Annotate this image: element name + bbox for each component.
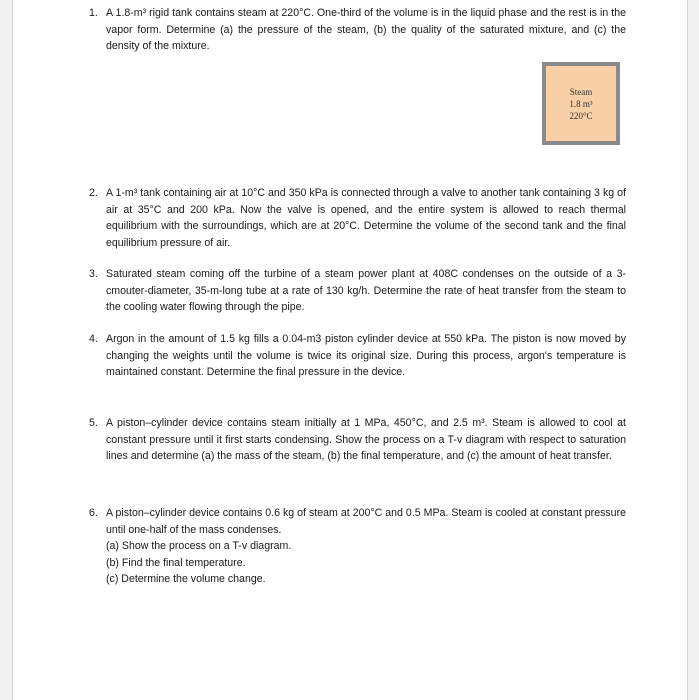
problem-number: 6. xyxy=(89,507,98,519)
problem-text: A piston–cylinder device contains steam initially at 1 MPa, 450°C, and 2.5 m³. Steam is allowed to cool at constant pressure until it first starts condensing. Show the process on a T-v diagram with respect to saturation lines and determine (a) the mass of the steam, (b) the final temperature, and (c) the amount of heat transfer. xyxy=(106,417,626,463)
tank-temperature: 220°C xyxy=(569,110,593,121)
problem-text: A 1.8-m³ rigid tank contains steam at 220°C. One-third of the volume is in the liquid phase and the rest is in the vapor form. Determine (a) the pressure of the steam, (b) the quality of the saturated mixture, and (c) the density of the mixture. xyxy=(106,7,626,53)
problem-text: Saturated steam coming off the turbine of a steam power plant at 408C condenses on the outside of a 3-cmouter-diameter, 35-m-long tube at a rate of 130 kg/h. Determine the rate of heat transfer from the steam to the cooling water flowing through the pipe. xyxy=(106,268,626,314)
problem-5 xyxy=(89,415,626,465)
steam-tank-figure xyxy=(542,62,620,145)
problem-part-b: (b) Find the final temperature. xyxy=(106,556,246,569)
tank-volume: 1.8 m³ xyxy=(569,98,593,109)
problem-4 xyxy=(89,331,626,381)
problem-text: A piston–cylinder device contains 0.6 kg of steam at 200°C and 0.5 MPa. Steam is cooled at constant pressure until one-half of the mass condenses. xyxy=(106,507,626,536)
problem-1 xyxy=(89,5,626,55)
problem-number: 2. xyxy=(89,187,98,199)
problem-number: 5. xyxy=(89,417,98,429)
document-page xyxy=(12,0,688,700)
problem-3 xyxy=(89,266,626,316)
tank-label: Steam xyxy=(569,86,593,97)
problem-text: Argon in the amount of 1.5 kg fills a 0.04-m3 piston cylinder device at 550 kPa. The piston is now moved by changing the weights until the volume is twice its original size. During this process, argon's temperature is maintained constant. Determine the final pressure in the device. xyxy=(106,333,626,379)
problem-part-a: (a) Show the process on a T-v diagram. xyxy=(106,540,292,553)
problem-number: 3. xyxy=(89,268,98,280)
problem-part-c: (c) Determine the volume change. xyxy=(106,573,266,586)
problem-text: A 1-m³ tank containing air at 10°C and 350 kPa is connected through a valve to another tank containing 3 kg of air at 35°C and 200 kPa. Now the valve is opened, and the entire system is allowed to reach thermal equilibrium with the surroundings, which are at 20°C. Determine the volume of the second tank and the final equilibrium pressure of air. xyxy=(106,187,626,249)
problem-number: 4. xyxy=(89,333,98,345)
problem-2 xyxy=(89,185,626,251)
problem-number: 1. xyxy=(89,7,98,19)
problem-6 xyxy=(89,505,626,588)
steam-tank-interior xyxy=(546,66,616,141)
